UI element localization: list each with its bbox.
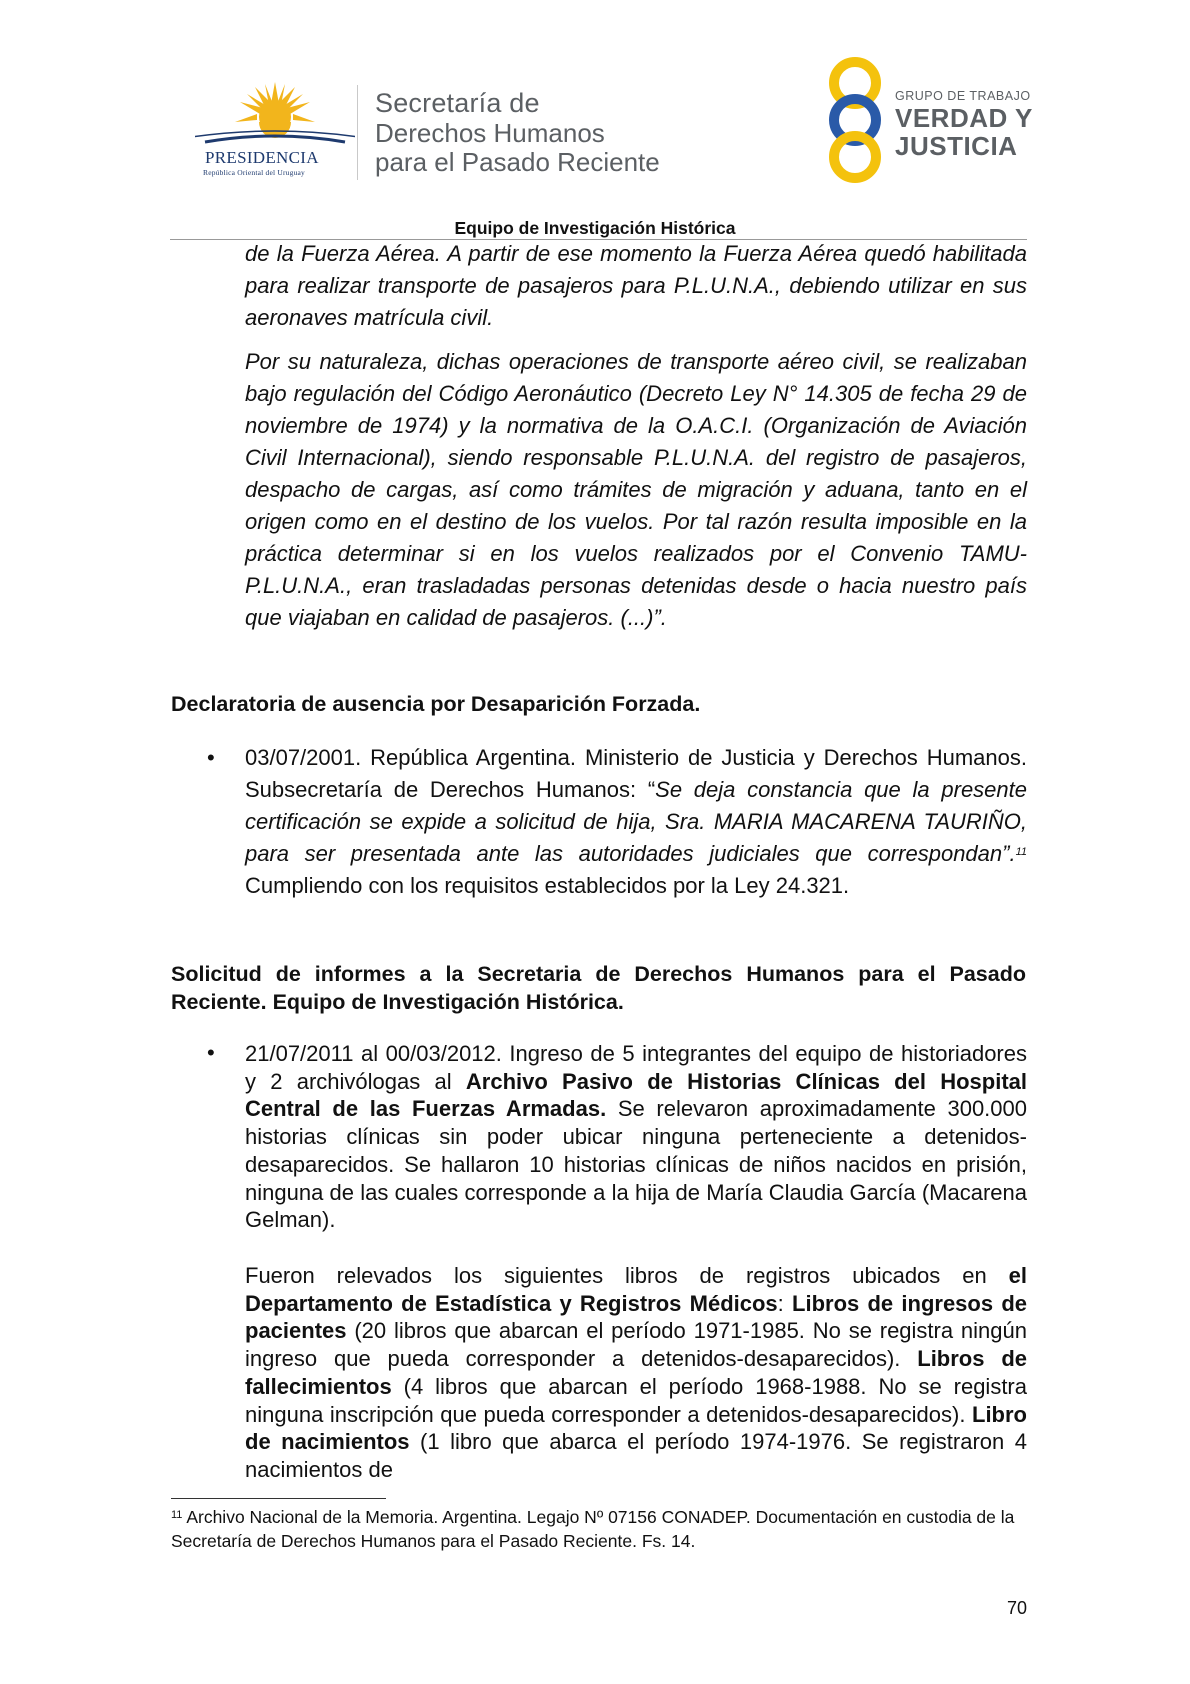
registros-ingresos: Libros de ingresos de pacientes (245, 1290, 1028, 1344)
registros-text-5: (1 libro que abarca el período 1974-1976. Se registraron 4 nacimientos de (245, 1429, 1028, 1482)
footnote-text: Archivo Nacional de la Memoria. Argentina. Legajo Nº 07156 CONADEP. Documentación en custodia de la Secretaría de Derechos Humanos para el Pasado Reciente. Fs. 14. (171, 1507, 1015, 1551)
bullet-2-archivo: Archivo Pasivo de Historias Clínicas del Hospital Central de las Fuerzas Armadas. (245, 1068, 1027, 1122)
bullet-1-text: 03/07/2001. República Argentina. Ministerio de Justicia y Derechos Humanos. Subsecretaría de Derechos Humanos: “ (245, 745, 1027, 802)
quote-paragraph-1: de la Fuerza Aérea. A partir de ese momento la Fuerza Aérea quedó habilitada para realizar transporte de pasajeros para P.L.U.N.A., debiendo utilizar en sus aeronaves matrícula civil. (245, 241, 1027, 330)
registros-text-2: : (777, 1290, 793, 1316)
bullet-marker: • (207, 745, 215, 770)
registros-departamento: el Departamento de Estadística y Registros Médicos (245, 1263, 1027, 1316)
presidencia-label: PRESIDENCIA (205, 148, 319, 167)
presidencia-subtitle: República Oriental del Uruguay (203, 168, 306, 177)
paragraph-registros (245, 1262, 1027, 1484)
bullet-2-tail: Se relevaron aproximadamente 300.000 historias clínicas sin poder ubicar ninguna perteneciente a detenidos-desaparecidos. Se hallaron 10 historias clínicas de niños nacidos en prisión, ninguna de las cuales corresponde a la hija de María Claudia García (Macarena Gelman). (245, 1096, 1027, 1233)
section-heading-solicitud: Solicitud de informes a la Secretaria de Derechos Humanos para el Pasado Reciente. Equipo de Investigación Histórica. (171, 962, 1026, 1014)
secretaria-title (375, 90, 660, 175)
footnote (171, 1505, 1031, 1553)
footnote-separator (171, 1498, 386, 1499)
quote-paragraph-2: Por su naturaleza, dichas operaciones de transporte aéreo civil, se realizaban bajo regulación del Código Aeronáutico (Decreto Ley N° 14.305 de fecha 29 de noviembre de 1974) y la normativa de la O.A.C.I. (Organización de Aviación Civil Internacional), siendo responsable P.L.U.N.A. del registro de pasajeros, despacho de cargas, así como trámites de migración y aduana, tanto en el origen como en el destino de los vuelos. Por tal razón resulta imposible en la práctica determinar si en los vuelos realizados por el Convenio TAMU-P.L.U.N.A., eran trasladadas personas detenidas desde o hacia nuestro país que viajaban en calidad de pasajeros. (...)”. (245, 349, 1027, 630)
registros-nacimientos: Libro de nacimientos (245, 1401, 1027, 1455)
registros-text-3: (20 libros que abarcan el período 1971-1985. No se registra ningún ingreso que pueda corresponder a detenidos-desaparecidos). (245, 1318, 1027, 1372)
justicia-label: JUSTICIA (895, 130, 1018, 161)
header-divider (357, 85, 358, 180)
secretaria-line-2: Derechos Humanos (375, 118, 605, 148)
grupo-trabajo-wordmark (895, 90, 1033, 159)
registros-text-1: Fueron relevados los siguientes libros de registros ubicados en (245, 1263, 1009, 1288)
page-header (0, 0, 1190, 245)
footnote-ref: 11 (1015, 846, 1027, 858)
registros-fallecimientos: Libros de fallecimientos (245, 1346, 1027, 1399)
page-number: 70 (1006, 1598, 1027, 1618)
secretaria-line-3: para el Pasado Reciente (375, 147, 660, 177)
bullet-marker: • (207, 1040, 215, 1065)
running-header-title: Equipo de Investigación Histórica (454, 218, 736, 238)
bullet-item-declaratoria (245, 742, 1027, 902)
grupo-trabajo-label: GRUPO DE TRABAJO (895, 89, 1031, 103)
secretaria-line-1: Secretaría de (375, 88, 540, 118)
bullet-item-archivo (245, 1040, 1027, 1234)
bullet-2-text: 21/07/2011 al 00/03/2012. Ingreso de 5 integrantes del equipo de historiadores y 2 archivólogas al (245, 1041, 1027, 1094)
verdad-label: VERDAD Y (895, 102, 1033, 133)
registros-text-4: (4 libros que abarcan el período 1968-1988. No se registra ninguna inscripción que pueda corresponder a detenidos-desaparecidos). (245, 1373, 1027, 1427)
section-heading-declaratoria: Declaratoria de ausencia por Desaparición Forzada. (171, 692, 701, 716)
footnote-number: 11 (171, 1509, 183, 1521)
bullet-1-tail: Cumpliendo con los requisitos establecidos por la Ley 24.321. (245, 873, 850, 898)
bullet-1-quote: Se deja constancia que la presente certificación se expide a solicitud de hija, Sra. MARIA MACARENA TAURIÑO, para ser presentada ante las autoridades judiciales que correspondan”. (245, 777, 1027, 866)
